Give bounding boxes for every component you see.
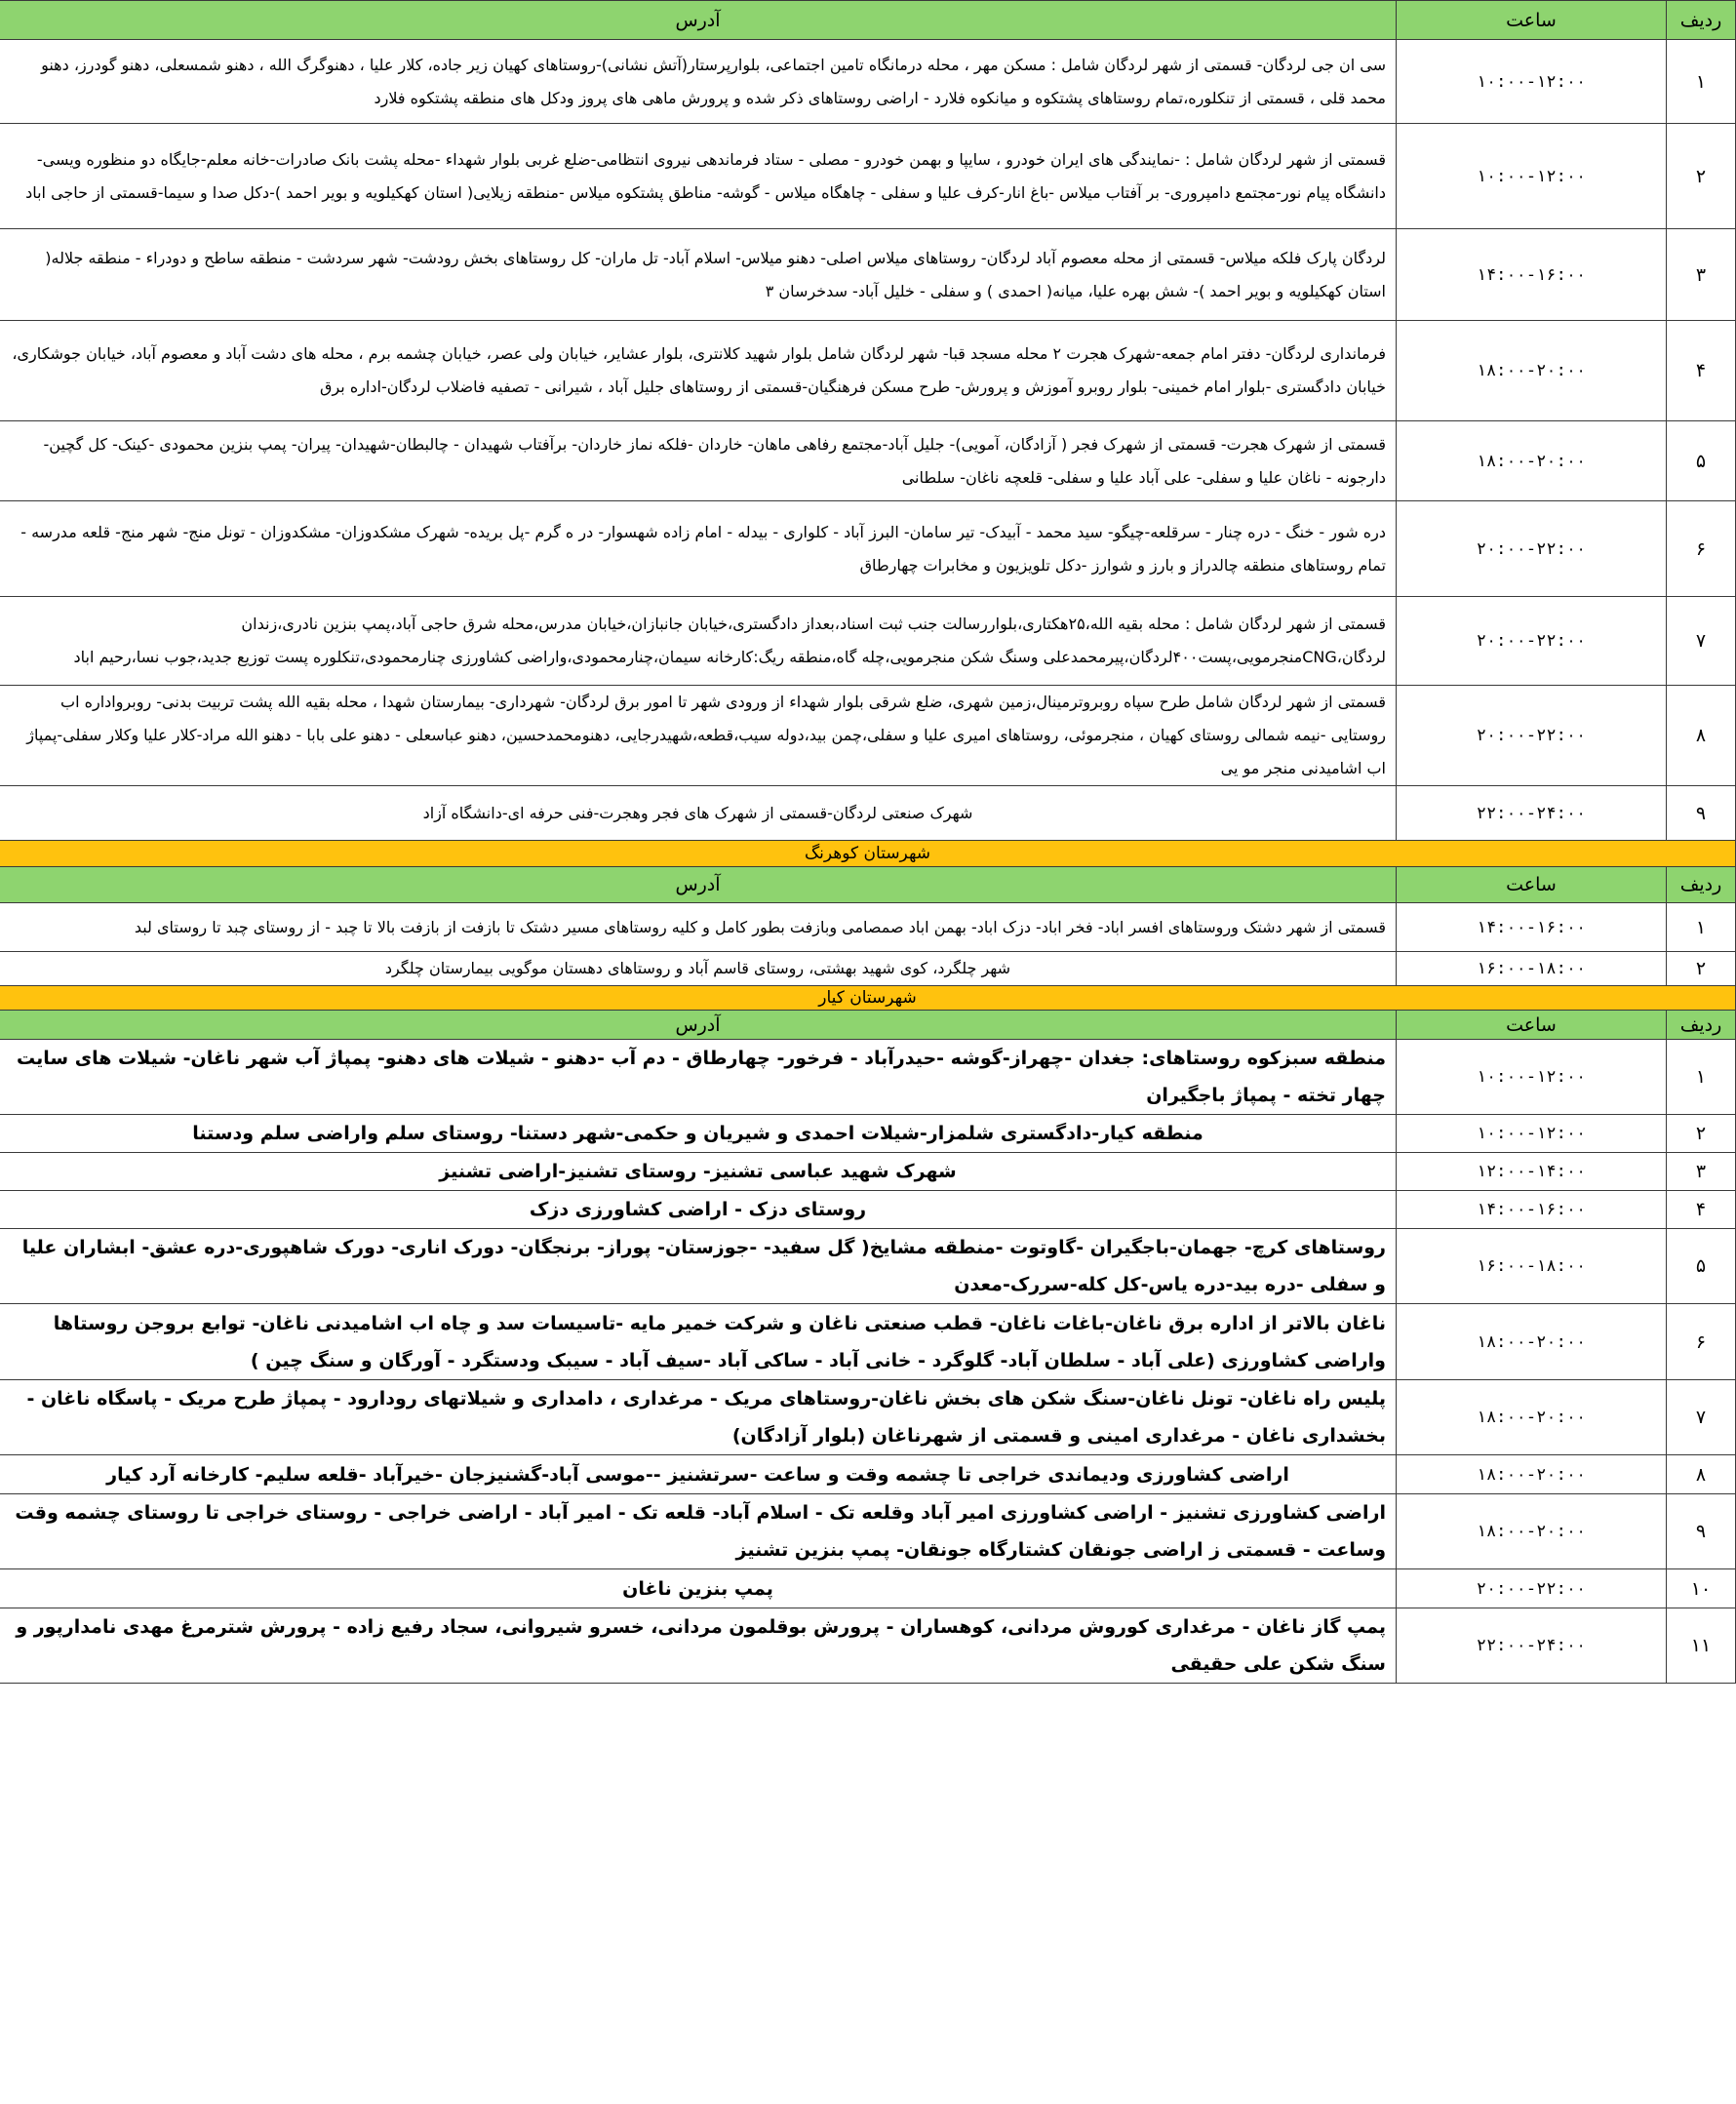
time-range: ۲۰:۰۰-۲۲:۰۰ — [1476, 631, 1587, 651]
time-cell — [1397, 1229, 1667, 1304]
address-cell: ناغان بالاتر از اداره برق ناغان-باغات ناغان- قطب صنعتی ناغان و شرکت خمیر مایه -تاسیسات سد و چاه اب اشامیدنی ناغان- توابع بروجن روستاها واراضی کشاورزی (علی آباد - سلطان آباد- گلوگرد - خانی آباد - ساکی آباد -سیف آباد - سیبک ودستگرد - آورگان و سنگ چین ) — [0, 1304, 1397, 1380]
time-range: ۱۴:۰۰-۱۶:۰۰ — [1476, 917, 1587, 937]
time-range: ۱۴:۰۰-۱۶:۰۰ — [1476, 264, 1587, 285]
time-range: ۱۶:۰۰-۱۸:۰۰ — [1476, 959, 1587, 978]
address-cell: قسمتی از شهر لردگان شامل طرح سپاه روبروترمینال،زمین شهری، ضلع شرقی بلوار شهداء از ورودی شهر تا امور برق لردگان- شهرداری- بیمارستان شهدا ، محله بقیه الله پشت تربیت بدنی- روبرواداره اب روستایی -نیمه شمالی روستای کهیان ، منجرموئی، روستاهای امیری علیا و سفلی،چمن بید،دوله سیب،قطعه،شهیدرجایی، دهنومحمدحسین، دهنو عباسعلی - دهنو علی بابا - دهنو الله مراد-کلار علیا وکلار سفلی-پمپاژ اب اشامیدنی منجر مو یی — [0, 686, 1397, 786]
table-row — [0, 1494, 1736, 1569]
time-range: ۲۰:۰۰-۲۲:۰۰ — [1476, 1578, 1587, 1599]
time-range: ۱۶:۰۰-۱۸:۰۰ — [1476, 1256, 1587, 1276]
header-radif: ردیف — [1667, 1011, 1736, 1040]
address-cell: منطقه کیار-دادگستری شلمزار-شیلات احمدی و شیریان و حکمی-شهر دستنا- روستای سلم واراضی سلم ودستنا — [0, 1115, 1397, 1153]
time-range: ۱۰:۰۰-۱۲:۰۰ — [1476, 71, 1587, 92]
table-row — [0, 321, 1736, 421]
row-number: ۹ — [1667, 786, 1736, 841]
time-range: ۱۰:۰۰-۱۲:۰۰ — [1476, 1067, 1587, 1087]
time-range: ۱۰:۰۰-۱۲:۰۰ — [1476, 1124, 1587, 1143]
address-cell: اراضی کشاورزی تشنیز - اراضی کشاورزی امیر آباد وقلعه تک - اسلام آباد- قلعه تک - امیر آباد - اراضی خراجی - روستای خراجی تا روستای چشمه وقت وساعت - قسمتی ز اراضی جونقان کشتارگاه جونقان- پمپ بنزین تشنیز — [0, 1494, 1397, 1569]
section-title-row — [0, 841, 1736, 867]
time-range: ۱۰:۰۰-۱۲:۰۰ — [1476, 166, 1587, 186]
time-cell — [1397, 321, 1667, 421]
address-cell: شهرک صنعتی لردگان-قسمتی از شهرک های فجر وهجرت-فنی حرفه ای-دانشگاه آزاد — [0, 786, 1397, 841]
address-cell: لردگان پارک فلکه میلاس- قسمتی از محله معصوم آباد لردگان- روستاهای میلاس اصلی- دهنو میلاس- اسلام آباد- تل ماران- کل روستاهای بخش رودشت- شهر سردشت - منطقه ساطح و دودراء - منطقه جلاله( استان کهکیلویه و بویر احمد )- شش بهره علیا، میانه( احمدی ) و سفلی - خلیل آباد- سدخرسان ۳ — [0, 229, 1397, 321]
row-number: ۲ — [1667, 1115, 1736, 1153]
row-number: ۱ — [1667, 40, 1736, 124]
table-row — [0, 903, 1736, 952]
time-range: ۲۲:۰۰-۲۴:۰۰ — [1476, 1636, 1587, 1655]
address-cell: قسمتی از شهرک هجرت- قسمتی از شهرک فجر ( آزادگان، آمویی)- جلیل آباد-مجتمع رفاهی ماهان- خاردان -فلکه نماز خاردان- برآفتاب شهیدان - چالبطان-شهیدان- پیران- پمپ بنزین محمودی -کینک- کل گچین- دارجونه - ناغان علیا و سفلی- علی آباد علیا و سفلی- قلعچه ناغان- سلطانی — [0, 421, 1397, 501]
table-row — [0, 786, 1736, 841]
time-range: ۱۴:۰۰-۱۶:۰۰ — [1476, 1200, 1587, 1219]
time-range: ۱۸:۰۰-۲۰:۰۰ — [1476, 1464, 1587, 1485]
time-cell — [1397, 1380, 1667, 1455]
row-number: ۱۰ — [1667, 1569, 1736, 1608]
time-range: ۱۸:۰۰-۲۰:۰۰ — [1476, 1522, 1587, 1541]
row-number: ۳ — [1667, 1153, 1736, 1191]
time-cell — [1397, 1569, 1667, 1608]
address-cell: فرمانداری لردگان- دفتر امام جمعه-شهرک هجرت ۲ محله مسجد قبا- شهر لردگان شامل بلوار شهید کلانتری، بلوار عشایر، خیابان ولی عصر، خیابان چشمه برم ، محله های دشت آباد و معصوم آباد، خیابان جوشکاری، خیابان دادگستری -بلوار امام خمینی- بلوار روبرو آموزش و پرورش- طرح مسکن فرهنگیان-قسمتی از روستاهای جلیل آباد ، شیرانی - تصفیه فاضلاب لردگان-اداره برق — [0, 321, 1397, 421]
table-row — [0, 1115, 1736, 1153]
header-radif: ردیف — [1667, 1, 1736, 40]
address-cell: قسمتی از شهر لردگان شامل : محله بقیه الله،۲۵هکتاری،بلواررسالت جنب ثبت اسناد،بعداز دادگستری،خیابان جانبازان،خیابان مدرس،محله شرق حاجی آباد،پمپ بنزین نادری،زندان لردگان،CNGمنجرمویی،پست۴۰۰لردگان،پیرمحمدعلی وسنگ شکن منجرمویی،چله گاه،منطقه ریگ:کارخانه سیمان،چنارمحمودی،واراضی کشاورزی چنارمحمودی،تنکلوره پست توزیع جدید،جوب نسا،رحیم اباد — [0, 597, 1397, 686]
table-row — [0, 1191, 1736, 1229]
row-number: ۸ — [1667, 1455, 1736, 1494]
row-number: ۷ — [1667, 597, 1736, 686]
time-cell — [1397, 501, 1667, 597]
table-row — [0, 686, 1736, 786]
row-number: ۳ — [1667, 229, 1736, 321]
row-number: ۱ — [1667, 1040, 1736, 1115]
time-cell — [1397, 124, 1667, 229]
header-address: آدرس — [0, 1011, 1397, 1040]
row-number: ۵ — [1667, 421, 1736, 501]
row-number: ۱۱ — [1667, 1608, 1736, 1684]
address-cell: پمپ بنزین ناغان — [0, 1569, 1397, 1608]
time-cell — [1397, 1115, 1667, 1153]
row-number: ۲ — [1667, 124, 1736, 229]
table-row — [0, 1229, 1736, 1304]
time-range: ۲۰:۰۰-۲۲:۰۰ — [1476, 726, 1587, 745]
address-cell: قسمتی از شهر دشتک وروستاهای افسر اباد- فخر اباد- دزک اباد- بهمن اباد صمصامی وبازفت بطور کامل و کلیه روستاهای مسیر دشتک تا بازفت از بازفت بالا تا چبد - از روستای چبد تا روستای لبد — [0, 903, 1397, 952]
address-cell: پمپ گاز ناغان - مرغداری کوروش مردانی، کوهساران - پرورش بوقلمون مردانی، خسرو شیروانی، سجاد رفیع زاده - پرورش شترمرغ مهدی نامدارپور و سنگ شکن علی حقیقی — [0, 1608, 1397, 1684]
header-time: ساعت — [1397, 1, 1667, 40]
table-row — [0, 1304, 1736, 1380]
table-row — [0, 1040, 1736, 1115]
table-row — [0, 1569, 1736, 1608]
section-title: شهرستان کیار — [0, 986, 1736, 1011]
time-cell — [1397, 1040, 1667, 1115]
section-title: شهرستان کوهرنگ — [0, 841, 1736, 867]
section-title-row — [0, 986, 1736, 1011]
time-cell — [1397, 686, 1667, 786]
table-row — [0, 1455, 1736, 1494]
time-cell — [1397, 597, 1667, 686]
time-cell — [1397, 1191, 1667, 1229]
table-row — [0, 1380, 1736, 1455]
time-cell — [1397, 40, 1667, 124]
row-number: ۶ — [1667, 1304, 1736, 1380]
table-row — [0, 1608, 1736, 1684]
table-row — [0, 124, 1736, 229]
time-cell — [1397, 1304, 1667, 1380]
table-row — [0, 40, 1736, 124]
address-cell: دره شور - خنگ - دره چنار - سرقلعه-چیگو- سید محمد - آبیدک- تیر سامان- البرز آباد - کلواری - بیدله - امام زاده شهسوار- در ه گرم -پل بریده- شهرک مشکدوزان- مشکدوزان - تونل منج- شهر منج- قلعه مدرسه - تمام روستاهای منطقه چالدراز و بارز و شوارز -دکل تلویزیون و مخابرات چهارطاق — [0, 501, 1397, 597]
time-cell — [1397, 903, 1667, 952]
table-row — [0, 1153, 1736, 1191]
time-cell — [1397, 229, 1667, 321]
time-range: ۱۲:۰۰-۱۴:۰۰ — [1476, 1162, 1587, 1181]
row-number: ۲ — [1667, 952, 1736, 986]
time-cell — [1397, 786, 1667, 841]
table-row — [0, 952, 1736, 986]
time-cell — [1397, 1455, 1667, 1494]
header-row — [0, 1, 1736, 40]
row-number: ۹ — [1667, 1494, 1736, 1569]
address-cell: قسمتی از شهر لردگان شامل : -نمایندگی های ایران خودرو ، سایپا و بهمن خودرو - مصلی - ستاد فرماندهی نیروی انتظامی-ضلع غربی بلوار شهداء -محله پشت بانک صادرات-خانه معلم-جایگاه دو منظوره ویسی- دانشگاه پیام نور-مجتمع دامپروری- بر آفتاب میلاس -باغ انار-کرف علیا و سفلی - چاهگاه میلاس - گوشه- مناطق پشتکوه میلاس -منطقه زیلایی( استان کهکیلویه و بویر احمد )-دکل صدا و سیما-قسمتی از حاجی اباد — [0, 124, 1397, 229]
address-cell: شهرک شهید عباسی تشنیز- روستای تشنیز-اراضی تشنیز — [0, 1153, 1397, 1191]
row-number: ۴ — [1667, 1191, 1736, 1229]
time-cell — [1397, 952, 1667, 986]
table-row — [0, 501, 1736, 597]
time-range: ۱۸:۰۰-۲۰:۰۰ — [1476, 1408, 1587, 1427]
time-cell — [1397, 421, 1667, 501]
time-cell — [1397, 1153, 1667, 1191]
time-range: ۲۰:۰۰-۲۲:۰۰ — [1476, 538, 1587, 559]
header-row — [0, 867, 1736, 903]
table-row — [0, 421, 1736, 501]
table-row — [0, 229, 1736, 321]
address-cell: پلیس راه ناغان- تونل ناغان-سنگ شکن های بخش ناغان-روستاهای مریک - مرغداری ، دامداری و شیلاتهای رودارود - پمپاژ طرح مریک - پاسگاه ناغان - بخشداری ناغان - مرغداری امینی و قسمتی از شهرناغان (بلوار آزادگان) — [0, 1380, 1397, 1455]
header-time: ساعت — [1397, 1011, 1667, 1040]
table-row — [0, 597, 1736, 686]
row-number: ۶ — [1667, 501, 1736, 597]
address-cell: روستاهای کرچ- جهمان-باجگیران -گاوتوت -منطقه مشایخ( گل سفید- -جوزستان- پوراز- برنجگان- دورک اناری- دورک شاهپوری-دره عشق- ابشاران علیا و سفلی -دره بید-دره یاس-کل کله-سررک-معدن — [0, 1229, 1397, 1304]
header-address: آدرس — [0, 867, 1397, 903]
time-range: ۲۲:۰۰-۲۴:۰۰ — [1476, 803, 1587, 823]
row-number: ۷ — [1667, 1380, 1736, 1455]
address-cell: شهر چلگرد، کوی شهید بهشتی، روستای قاسم آباد و روستاهای دهستان موگویی بیمارستان چلگرد — [0, 952, 1397, 986]
time-range: ۱۸:۰۰-۲۰:۰۰ — [1476, 361, 1587, 380]
header-time: ساعت — [1397, 867, 1667, 903]
row-number: ۵ — [1667, 1229, 1736, 1304]
address-cell: سی ان جی لردگان- قسمتی از شهر لردگان شامل : مسکن مهر ، محله درمانگاه تامین اجتماعی، بلوارپرستار(آتش نشانی)-روستاهای کهیان زیر جاده، کلار علیا ، دهنوگرگ الله ، دهنو شمسعلی، دهنو گودرز، دهنو محمد قلی ، قسمتی از تنکلوره،تمام روستاهای پشتکوه و میانکوه فلارد - اراضی روستاهای ذکر شده و پرورش ماهی های پروز ودکل های منطقه پشتکوه فلارد — [0, 40, 1397, 124]
header-row — [0, 1011, 1736, 1040]
time-cell — [1397, 1494, 1667, 1569]
address-cell: اراضی کشاورزی ودیماندی خراجی تا چشمه وقت و ساعت -سرتشنیز --موسی آباد-گشنیزجان -خیرآباد -قلعه سلیم- کارخانه آرد کیار — [0, 1455, 1397, 1494]
row-number: ۱ — [1667, 903, 1736, 952]
header-address: آدرس — [0, 1, 1397, 40]
row-number: ۸ — [1667, 686, 1736, 786]
time-range: ۱۸:۰۰-۲۰:۰۰ — [1476, 451, 1587, 471]
address-cell: منطقه سبزکوه روستاهای: جغدان -چهراز-گوشه -حیدرآباد - فرخور- چهارطاق - دم آب -دهنو - شیلات های دهنو- پمپاژ آب شهر ناغان- شیلات های سایت چهار تخته - پمپاژ باجگیران — [0, 1040, 1397, 1115]
row-number: ۴ — [1667, 321, 1736, 421]
time-cell — [1397, 1608, 1667, 1684]
header-radif: ردیف — [1667, 867, 1736, 903]
time-range: ۱۸:۰۰-۲۰:۰۰ — [1476, 1331, 1587, 1352]
address-cell: روستای دزک - اراضی کشاورزی دزک — [0, 1191, 1397, 1229]
